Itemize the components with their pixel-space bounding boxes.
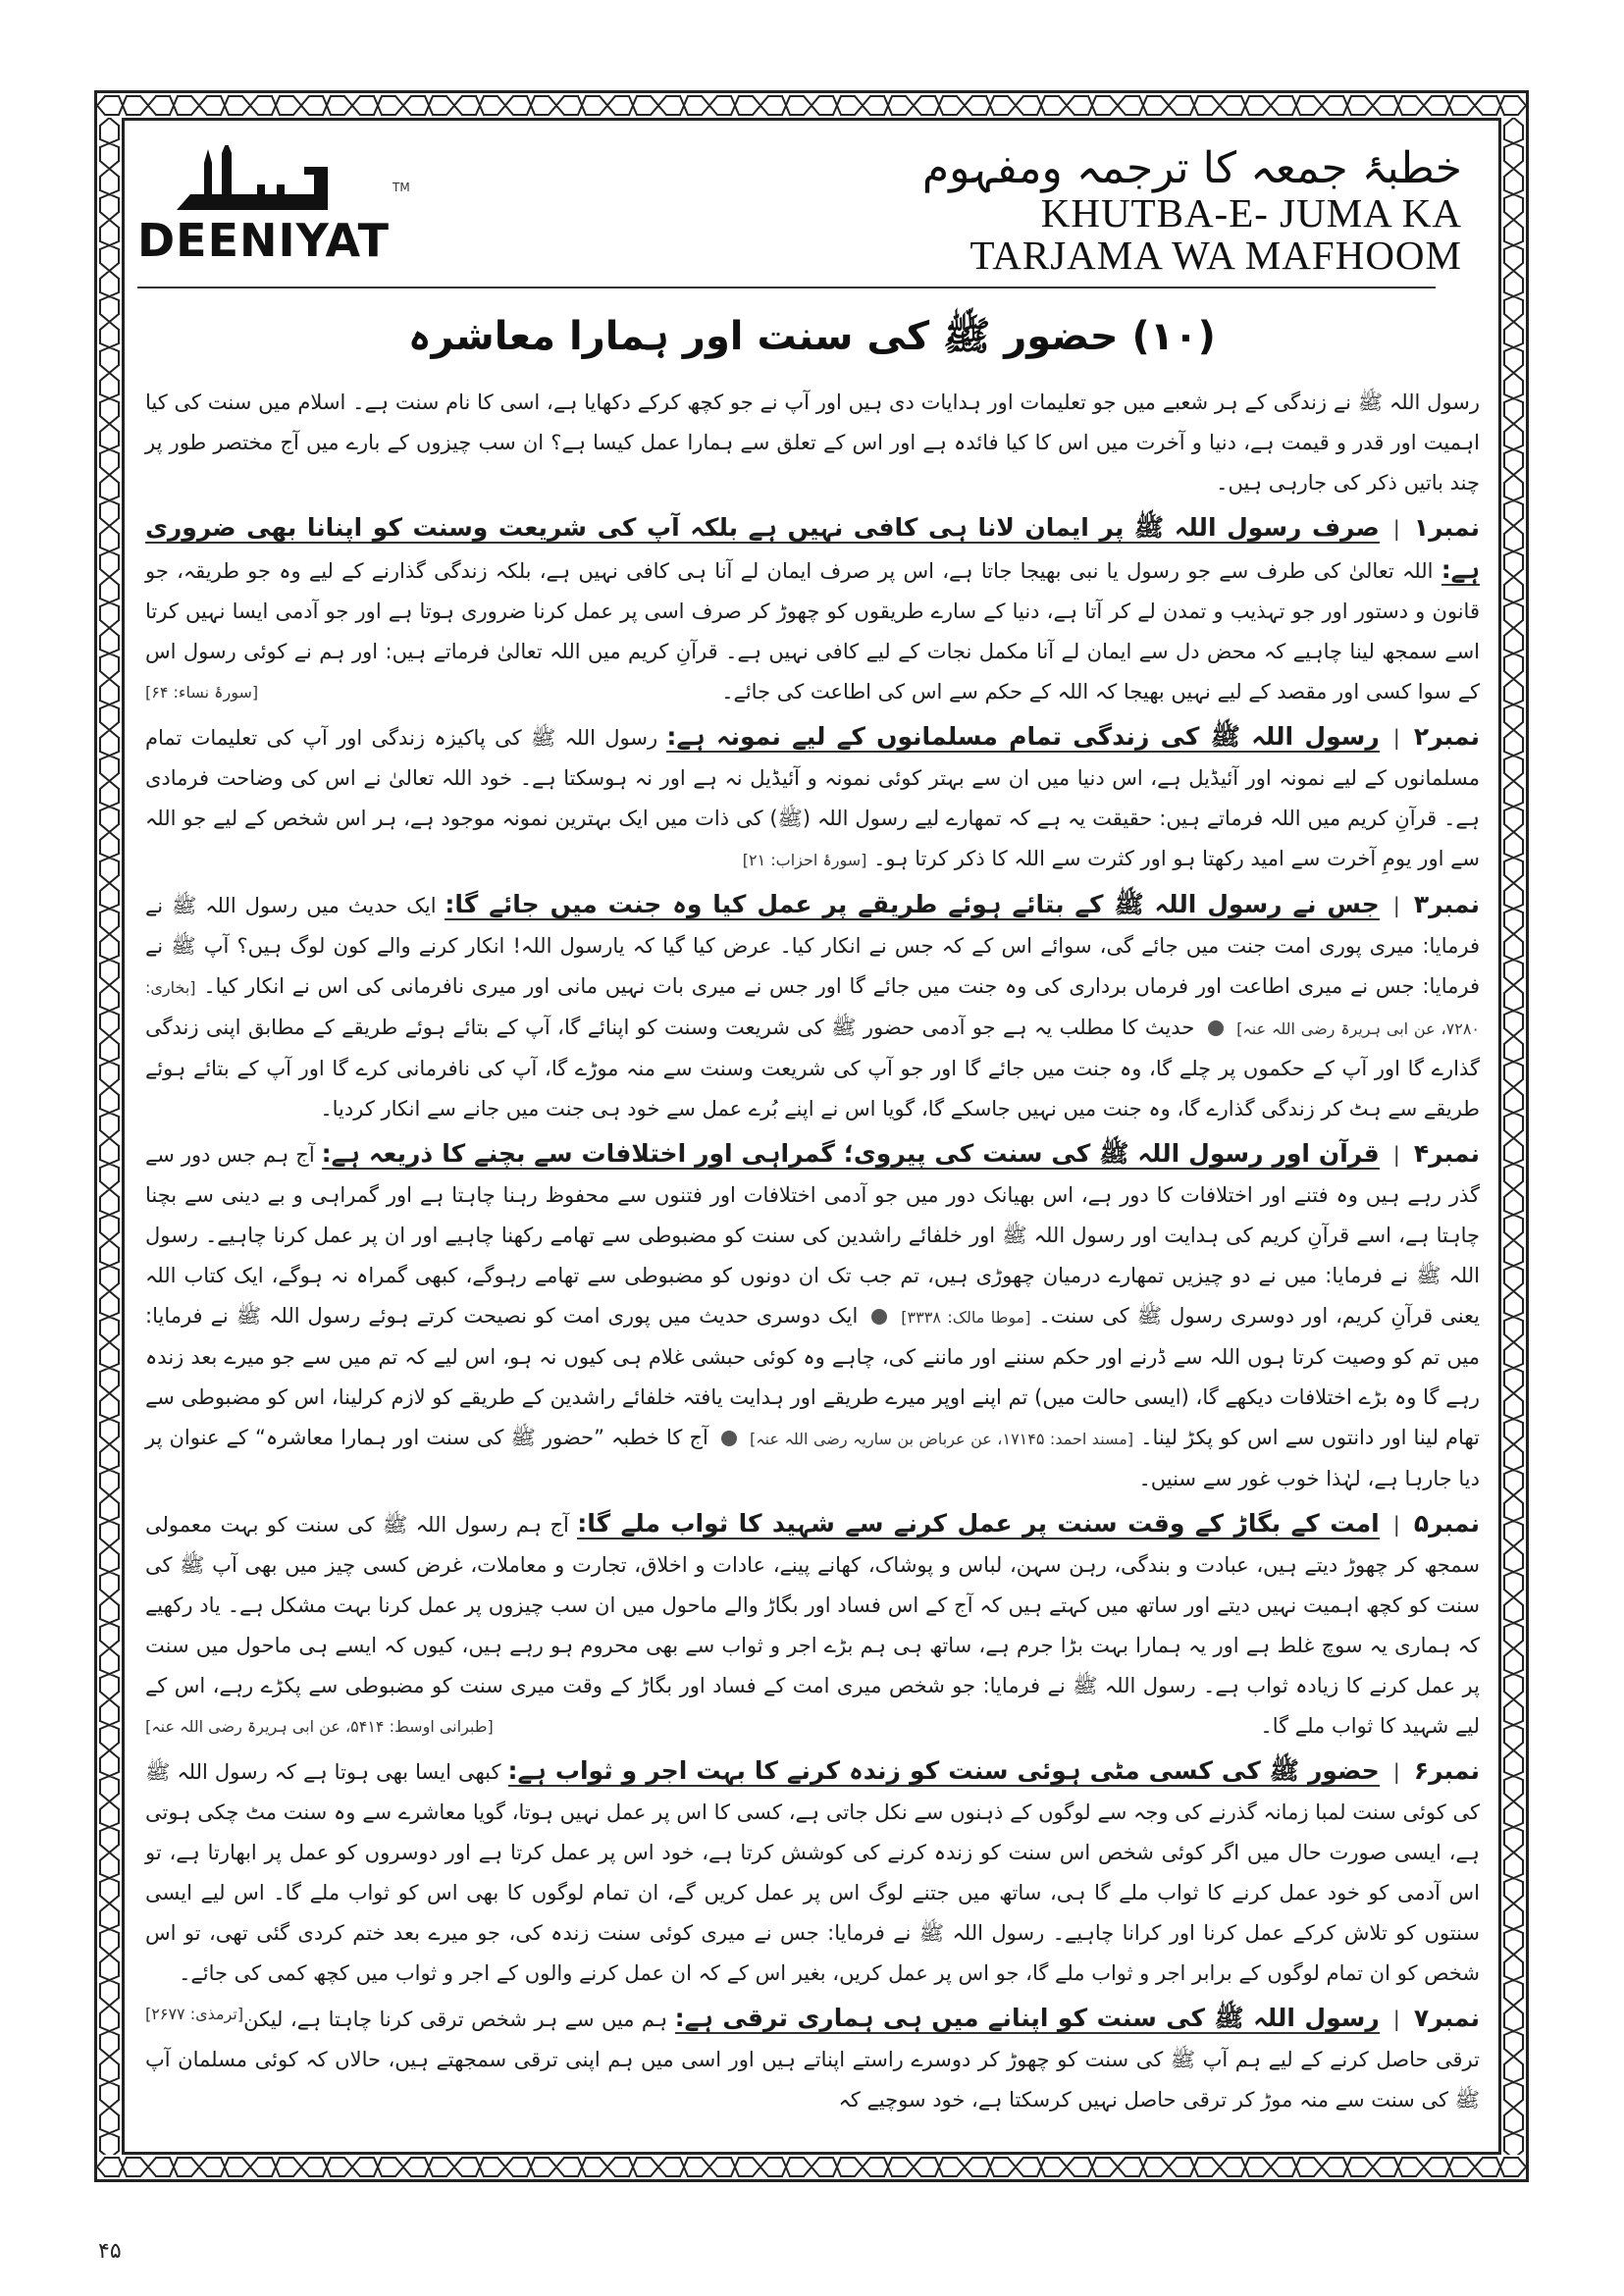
- logo-wordmark: DEENIYAT: [137, 214, 390, 267]
- point-body: اللہ تعالیٰ کی طرف سے جو رسول یا نبی بھیجا جاتا ہے، اس پر صرف ایمان لے آنا ہی کافی نہیں ہے، بلکہ زندگی گذارنے کے لیے وہ جو طریقہ، جو قانون و دستور اور جو تہذیب و تمدن لے کر آتا ہے، دنیا کے سارے طریقوں کو چھوڑ کر صرف اسی پر عمل کرنا ضروری ہوتا ہے اور جو آدمی ایسا نہیں کرتا اسے سمجھ لینا چاہیے کہ محض دل سے ایمان لے آنا مکمل نجات کے لیے کافی نہیں ہے۔ قرآنِ کریم میں اللہ تعالیٰ فرماتے ہیں: اور ہم نے کوئی رسول اس کے سوا کسی اور مقصد کے لیے نہیں بھیجا کہ اللہ کے حکم سے اس کی اطاعت کی جائے۔: [145, 559, 1480, 704]
- title-english-line2: TARJAMA WA MAFHOOM: [969, 233, 1462, 279]
- point-body-continued: حدیث کا مطلب یہ ہے جو آدمی حضور ﷺ کی شریعت وسنت کو اپنائے گا، آپ کے بتائے ہوئے طریقے کے مطابق اپنی زندگی گذارے گا اور آپ کے حکموں پر چلے گا، وہ جنت میں جائے گا اور جو آپ کی شریعت وسنت سے منہ موڑے گا، آپ کی نافرمانی کرے گا اور آپ کے بتائے ہوئے طریقے سے ہٹ کر زندگی گذارے گا، وہ جنت میں نہیں جاسکے گا، گویا اس نے اپنے بُرے عمل سے خود ہی جنت میں جانے سے انکار کردیا۔: [145, 1016, 1480, 1121]
- mosque-minaret-icon: [167, 145, 410, 214]
- separator-bar: |: [1392, 1760, 1400, 1784]
- citation: [طبرانی اوسط: ۵۴۱۴، عن ابی ہریرۃ رضی اللہ عنہ]: [145, 1717, 494, 1736]
- point-body: رسول اللہ ﷺ کی پاکیزہ زندگی اور آپ کی تعلیمات تمام مسلمانوں کے لیے نمونہ اور آئیڈیل ہے، اس دنیا میں ان سے بہتر کوئی نمونہ و آئیڈیل نہ ہے اور نہ ہوسکتا ہے۔ خود اللہ تعالیٰ نے اس کی وضاحت فرمادی ہے۔ قرآنِ کریم میں اللہ فرماتے ہیں: حقیقت یہ ہے کہ تمھارے لیے رسول اللہ (ﷺ) کی ذات میں ایک بہترین نمونہ موجود ہے، ہر اس شخص کے لیے جو اللہ سے اور یومِ آخرت سے امید رکھتا ہو اور کثرت سے اللہ کا ذکر کرتا ہو۔: [145, 726, 1480, 870]
- point-body: ہم میں سے ہر شخص ترقی کرنا چاہتا ہے، لیکن ترقی حاصل کرنے کے لیے ہم آپ ﷺ کی سنت کو چھوڑ کر دوسرے راستے اپناتے ہیں اور اسی میں ہم اپنی ترقی سمجھتے ہیں، حالاں کہ کوئی مسلمان آپ ﷺ کی سنت سے منہ موڑ کر ترقی حاصل نہیں کرسکتا ہے، خود سوچیے کہ: [145, 2008, 1480, 2112]
- border-ornament-right: [1501, 118, 1526, 2155]
- border-ornament-bottom: [97, 2155, 1526, 2179]
- header-title-block: [922, 145, 1462, 277]
- intro-paragraph: رسول اللہ ﷺ نے زندگی کے ہر شعبے میں جو تعلیمات اور ہدایات دی ہیں اور آپ نے جو کچھ کرکے دکھایا ہے، اسی کا نام سنت ہے۔ اسلام میں سنت کی کیا اہمیت اور قدر و قیمت ہے، دنیا و آخرت میں اس کا کیا فائدہ ہے اور اس کے تعلق سے ہمارا عمل کیسا ہے؟ ان سب چیزوں کے بارے میں آج مختصر طور پر چند باتیں ذکر کی جارہی ہیں۔: [145, 391, 1480, 495]
- point-number: نمبر۴: [1413, 1139, 1480, 1168]
- point-heading: قرآن اور رسول اللہ ﷺ کی سنت کی پیروی؛ گمراہی اور اختلافات سے بچنے کا ذریعہ ہے:: [321, 1139, 1380, 1168]
- citation: [ترمذی: ۲۶۷۷]: [145, 2005, 244, 2023]
- point-number: نمبر۳: [1413, 890, 1480, 918]
- chain-ornament-path: [97, 96, 1526, 115]
- point-number: نمبر۲: [1413, 722, 1480, 751]
- point-heading: صرف رسول اللہ ﷺ پر ایمان لانا ہی کافی نہیں ہے بلکہ آپ کی شریعت وسنت کو اپنانا بھی ضروری ہے:: [145, 513, 1480, 584]
- separator-bar: |: [1392, 1143, 1400, 1167]
- point-5: [145, 1503, 1480, 1747]
- bullet-icon: [1208, 1020, 1224, 1036]
- point-body: کبھی ایسا بھی ہوتا ہے کہ رسول اللہ ﷺ کی کوئی سنت لمبا زمانہ گذرنے کی وجہ سے لوگوں کے ذہنوں سے نکل جاتی ہے، کسی کا اس پر عمل نہیں ہوتا، گویا معاشرے سے وہ سنت مٹ چکی ہوتی ہے، ایسی صورت حال میں اگر کوئی شخص اس سنت کو زندہ کرنے کی کوشش کرتا ہے، خود اس پر عمل کرتا ہے اور دوسروں کو عمل پر ابھارتا ہے، تو اس آدمی کو خود عمل کرنے کا ثواب ملے گا ہی، ساتھ میں جتنے لوگ اس پر عمل کریں گے، ان تمام لوگوں کا بھی اس کو ثواب ملے گا۔ اس لیے ایسی سنتوں کو تلاش کرکے عمل کرنا اور کرانا چاہیے۔ رسول اللہ ﷺ نے فرمایا: جس نے میری کوئی سنت زندہ کی، جو میرے بعد ختم کردی گئی تھی، تو اس شخص کو ان تمام لوگوں کے برابر اجر و ثواب ملے گا، جو اس پر عمل کریں، بغیر اس کے کہ ان عمل کرنے والوں کے اجر و ثواب میں کچھ کمی کی جائے۔: [145, 1760, 1480, 1985]
- border-ornament-left: [97, 118, 122, 2155]
- point-number: نمبر۱: [1413, 513, 1480, 542]
- point-body: آج ہم رسول اللہ ﷺ کی سنت کو بہت معمولی سمجھ کر چھوڑ دیتے ہیں، عبادت و بندگی، رہن سہن، لباس و پوشاک، کھانے پینے، عادات و اخلاق، تجارت و معاملات، غرض کسی چیز میں بھی آپ ﷺ کی سنت کو کچھ اہمیت نہیں دیتے اور ساتھ میں کہتے ہیں کہ آج کے اس فساد اور بگاڑ والے ماحول میں ان سب چیزوں پر عمل کرنا بہت مشکل ہے۔ یاد رکھیے کہ ہماری یہ سوچ غلط ہے اور یہ ہمارا بہت بڑا جرم ہے، ساتھ ہی ہم بڑے اجر و ثواب سے بھی محروم ہو رہے ہیں، کیوں کہ ایسے ہی ماحول میں سنت پر عمل کرنے کا زیادہ ثواب ہے۔ رسول اللہ ﷺ نے فرمایا: جو شخص میری امت کے فساد اور بگاڑ کے وقت میری سنت کو مضبوطی سے پکڑے رہے، اس کے لیے شہید کا ثواب ملے گا۔: [145, 1513, 1480, 1738]
- bullet-icon: [871, 1309, 887, 1325]
- point-heading: حضور ﷺ کی کسی مٹی ہوئی سنت کو زندہ کرنے کا بہت اجر و ثواب ہے:: [507, 1756, 1380, 1785]
- citation: [بخاری: ۷۲۸۰، عن ابی ہریرۃ رضی اللہ عنہ]: [145, 978, 1480, 1038]
- chain-ornament-path: [100, 118, 119, 2155]
- point-heading: رسول اللہ ﷺ کی سنت کو اپنانے میں ہی ہماری ترقی ہے:: [674, 2004, 1380, 2032]
- title-urdu: خطبۂ جمعہ کا ترجمہ ومفہوم: [921, 143, 1462, 193]
- citation: [مسند احمد: ۱۷۱۴۵، عن عرباض بن ساریہ رضی اللہ عنہ]: [750, 1430, 1134, 1448]
- separator-bar: |: [1392, 2008, 1400, 2031]
- point-body: آج ہم جس دور سے گذر رہے ہیں وہ فتنے اور اختلافات کا دور ہے، اس بھیانک دور میں جو آدمی اختلافات اور فتنوں سے محفوظ رہنا چاہتا ہے اور گمراہی و بے دینی سے بچنا چاہتا ہے، اسے قرآنِ کریم کی ہدایت اور رسول اللہ ﷺ اور خلفائے راشدین کی سنت کو مضبوطی سے تھامے رکھنا چاہیے اور ان پر عمل کرنا چاہیے۔ رسول اللہ ﷺ نے فرمایا: میں نے دو چیزیں تمھارے درمیان چھوڑی ہیں، تم جب تک ان دونوں کو مضبوطی سے تھامے رہوگے، کبھی گمراہ نہ ہوگے، ایک کتاب اللہ یعنی قرآنِ کریم، اور دوسری رسول ﷺ کی سنت۔: [145, 1143, 1481, 1328]
- point-heading: رسول اللہ ﷺ کی زندگی تمام مسلمانوں کے لیے نمونہ ہے:: [666, 722, 1380, 751]
- separator-bar: |: [1392, 1513, 1400, 1537]
- separator-bar: |: [1392, 726, 1400, 750]
- point-number: نمبر۵: [1413, 1509, 1480, 1538]
- separator-bar: |: [1392, 894, 1400, 917]
- point-4: [145, 1133, 1480, 1499]
- point-number: نمبر۶: [1413, 1756, 1480, 1785]
- point-3: [145, 884, 1480, 1129]
- citation: [سورۂ احزاب: ۲۱]: [742, 851, 867, 869]
- chain-ornament-path: [1504, 118, 1523, 2155]
- point-heading: جس نے رسول اللہ ﷺ کے بتائے ہوئے طریقے پر عمل کیا وہ جنت میں جائے گا:: [445, 890, 1380, 918]
- border-ornament-top: [97, 93, 1526, 118]
- point-body: ایک حدیث میں رسول اللہ ﷺ نے فرمایا: میری پوری امت جنت میں جائے گی، سوائے اس کے کہ جس نے انکار کیا۔ عرض کیا گیا کہ یارسول اللہ! انکار کرنے والے کون لوگ ہیں؟ آپ ﷺ نے فرمایا: جس نے میری اطاعت اور فرماں برداری کی وہ جنت میں جائے گا اور جس نے میری بات نہیں مانی اور میری نافرمانی کی اس نے انکار کیا۔: [145, 894, 1480, 998]
- point-7: [145, 1998, 1480, 2120]
- chapter-title: (۱۰) حضور ﷺ کی سنت اور ہمارا معاشرہ: [408, 314, 1216, 359]
- point-number: نمبر۷: [1413, 2004, 1480, 2032]
- separator-bar: |: [1392, 517, 1400, 541]
- header-divider: [137, 287, 1436, 288]
- citation: [سورۂ نساء: ۶۴]: [145, 683, 259, 702]
- point-heading: امت کے بگاڑ کے وقت سنت پر عمل کرنے سے شہید کا ثواب ملے گا:: [577, 1509, 1380, 1538]
- point-body-continued: ایک دوسری حدیث میں پوری امت کو نصیحت کرتے ہوئے رسول اللہ ﷺ نے فرمایا: میں تم کو وصیت کرتا ہوں اللہ سے ڈرنے اور حکم سننے اور ماننے کی، چاہے وہ کوئی حبشی غلام ہی کیوں نہ ہو، اس لیے کہ تم میں سے جو میرے بعد زندہ رہے گا وہ بڑے اختلافات دیکھے گا، (ایسی حالت میں) تم اپنے اوپر میرے طریقے اور ہدایت یافتہ خلفائے راشدین کے طریقے کو لازم کرلینا، اس کو مضبوطی سے تھام لینا اور دانتوں سے اس کو پکڑ لینا۔: [145, 1304, 1480, 1449]
- trademark-symbol: TM: [393, 181, 410, 194]
- bullet-icon: [721, 1431, 737, 1446]
- chain-ornament-path: [97, 2158, 1526, 2176]
- article-body: [145, 383, 1480, 2124]
- title-english-line1: KHUTBA-E- JUMA KA: [1040, 190, 1462, 236]
- citation: [موطا مالک: ۳۳۳۸]: [901, 1308, 1031, 1327]
- deeniyat-logo: [137, 145, 410, 267]
- page-number: ۴۵: [98, 2239, 122, 2264]
- point-body-note: آج کا خطبہ ”حضور ﷺ کی سنت اور ہمارا معاشرہ“ کے عنوان پر دیا جارہا ہے، لہٰذا خوب غور سے سنیں۔: [145, 1426, 1480, 1490]
- point-2: [145, 716, 1480, 880]
- point-1: [145, 507, 1480, 712]
